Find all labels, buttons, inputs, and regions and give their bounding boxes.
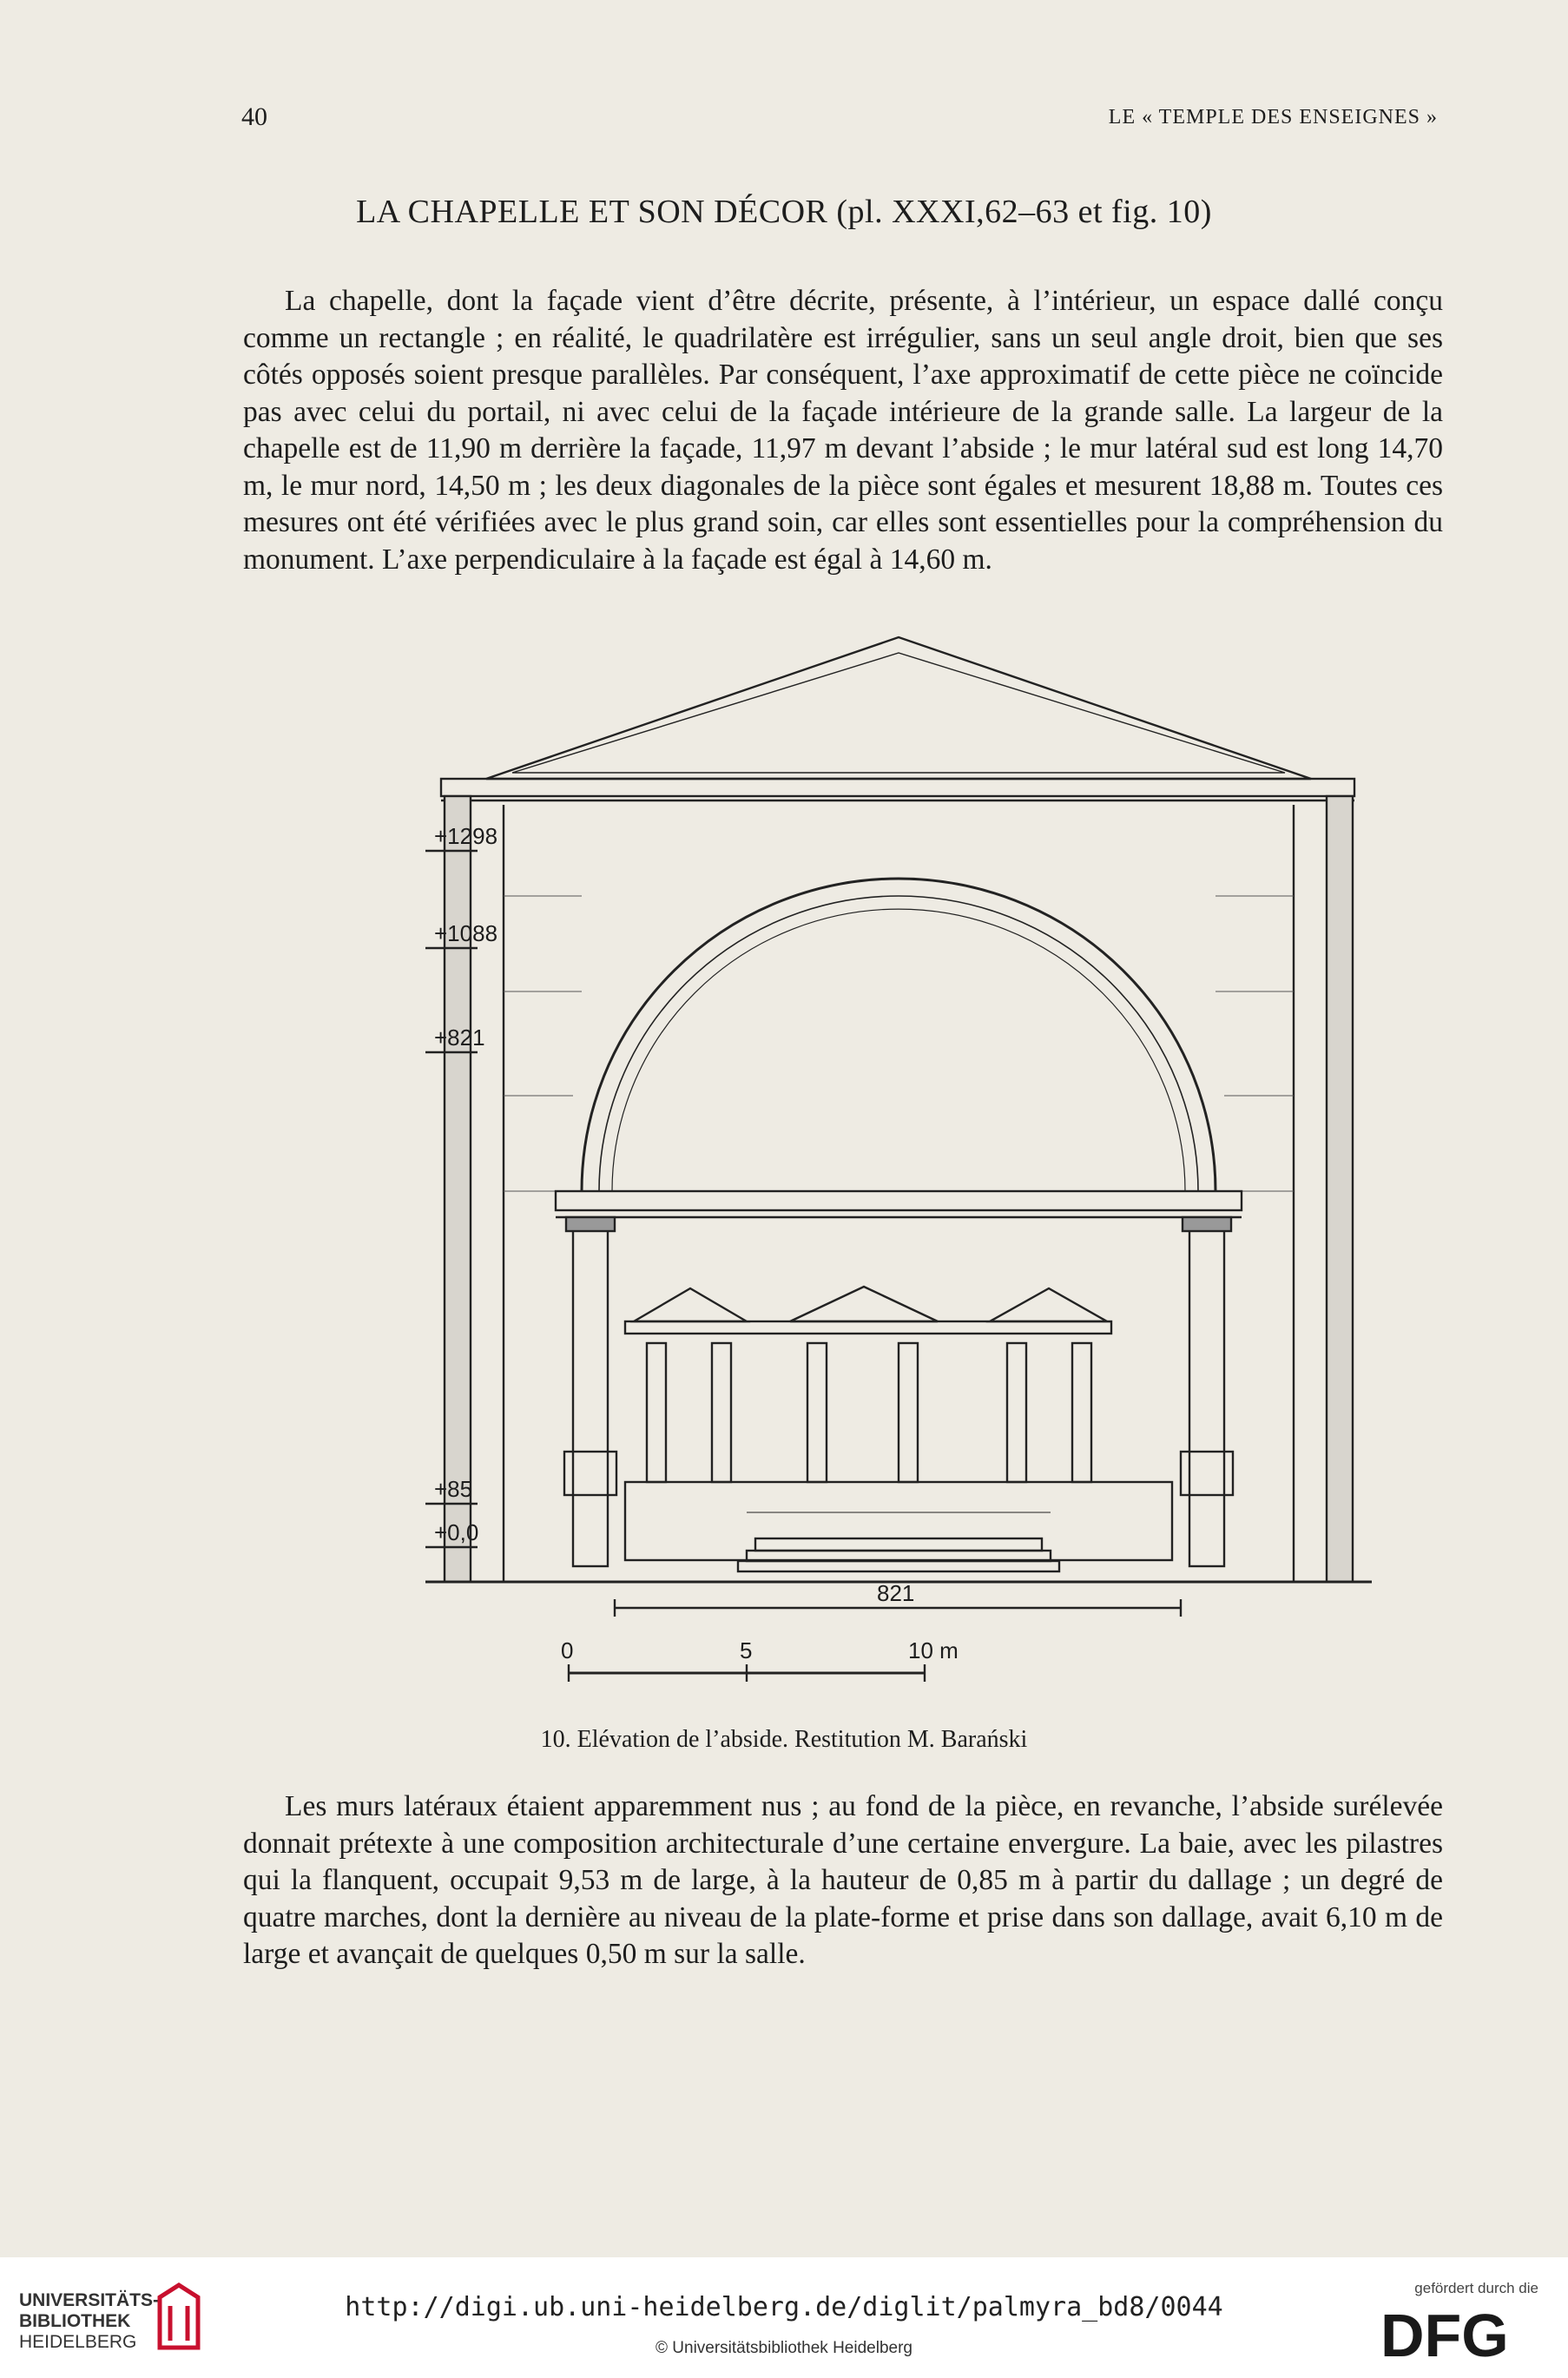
paragraph-1: La chapelle, dont la façade vient d’être décrite, présente, à l’intérieur, un espace dallé conçu comme un rectangle ; en réalité, le quadrilatère est irrégulier, sans un seul angle droit, bien que ses côtés opposés soient presque parallèles. Par conséquent, l’axe approximatif de cette pièce ne coïncide pas avec celui du portail, ni avec celui de la façade intérieure de la grande salle. La largeur de la chapelle est de 11,90 m derrière la façade, 11,97 m devant l’abside ; le mur latéral sud est long 14,70 m, le mur nord, 14,50 m ; les deux diagonales de la pièce sont égales et mesurent 18,88 m. Toutes ces mesures ont été vérifiées avec le plus grand soin, car elles sont essentielles pour la compréhension du monument. L’axe perpendiculaire à la façade est égal à 14,60 m.: [243, 285, 1443, 576]
section-heading: LA CHAPELLE ET SON DÉCOR (pl. XXXI,62–63 et fig. 10): [356, 194, 1212, 230]
library-line-1: UNIVERSITÄTS-: [19, 2290, 160, 2310]
library-line-3: HEIDELBERG: [19, 2332, 137, 2352]
funder-name: DFG: [1380, 2304, 1509, 2362]
digitization-footer: [0, 2257, 1568, 2378]
library-line-2: BIBLIOTHEK: [19, 2311, 131, 2331]
scale-label-10m: 10 m: [908, 1637, 959, 1663]
running-head: [241, 102, 1438, 137]
level-mark-1298: +1298: [434, 823, 498, 849]
apse-elevation-figure: [425, 627, 1372, 1712]
level-mark-821: +821: [434, 1024, 485, 1051]
level-mark-0: +0,0: [434, 1519, 479, 1545]
paragraph-2: Les murs latéraux étaient apparemment nus ; au fond de la pièce, en revanche, l’abside surélevée donnait prétexte à une composition architecturale d’une certaine envergure. La baie, avec les pilastres qui la flanquent, occupait 9,53 m de large, à la hauteur de 0,85 m à partir du dallage ; un degré de quatre marches, dont la dernière au niveau de la plate-forme et prise dans son dallage, avait 6,10 m de large et avançait de quelques 0,50 m sur la salle.: [243, 1790, 1443, 1970]
permalink-url[interactable]: http://digi.ub.uni-heidelberg.de/diglit/palmyra_bd8/0044: [345, 2292, 1223, 2322]
scale-label-0: 0: [561, 1637, 574, 1663]
page-number: 40: [241, 102, 267, 131]
copyright-notice: © Universitätsbibliothek Heidelberg: [656, 2339, 912, 2357]
running-title: LE « TEMPLE DES ENSEIGNES »: [1108, 106, 1438, 128]
level-mark-1088: +1088: [434, 920, 498, 946]
funder-label: gefördert durch die: [1414, 2280, 1538, 2296]
scale-label-5: 5: [740, 1637, 753, 1663]
width-dimension: 821: [877, 1580, 915, 1606]
figure-caption: 10. Elévation de l’abside. Restitution M. Barański: [540, 1726, 1028, 1753]
level-mark-85: +85: [434, 1476, 473, 1502]
dfg-logo-icon: [1380, 2304, 1542, 2362]
